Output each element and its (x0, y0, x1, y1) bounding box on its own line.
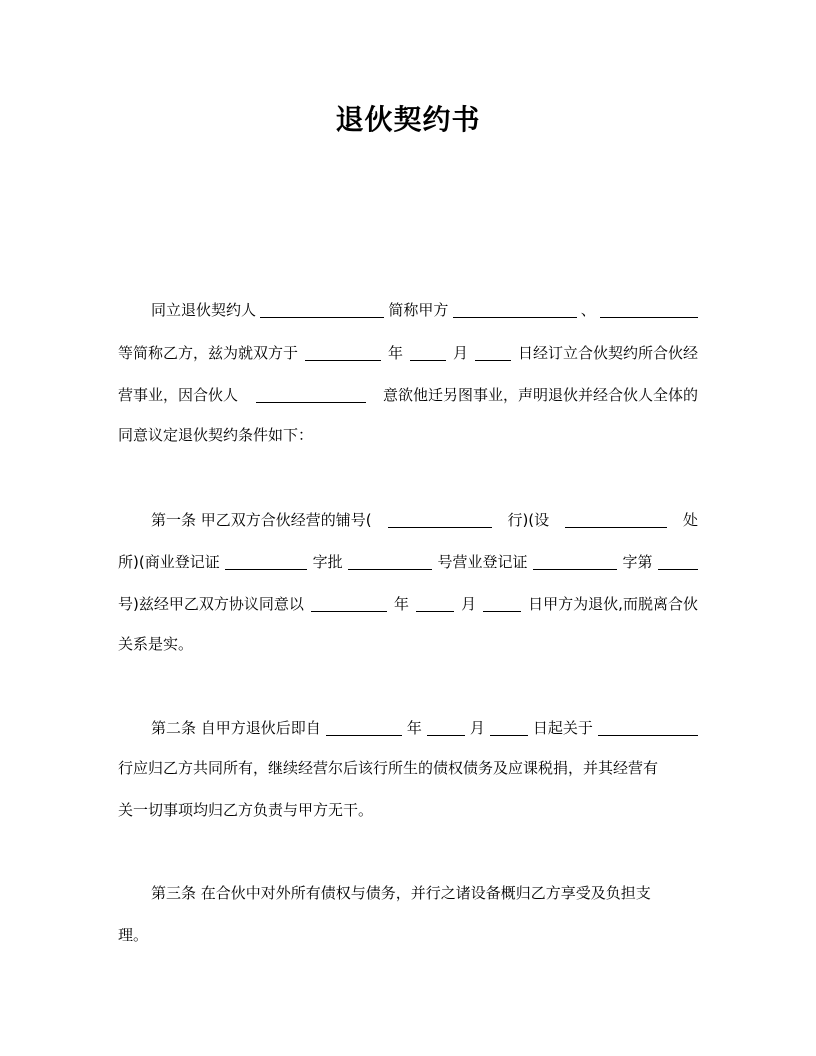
article1-text: 处 (682, 511, 698, 529)
preamble-line-4 (118, 425, 698, 447)
preamble-text: 同立退伙契约人 (151, 301, 257, 319)
blank-field (416, 595, 454, 612)
blank-field (598, 719, 698, 736)
blank-field (490, 719, 528, 736)
article3-text: 理。 (118, 926, 149, 944)
article2-text: 月 (469, 719, 485, 737)
article1-line-3 (118, 592, 698, 614)
blank-field (483, 595, 521, 612)
article1-text: 字第 (622, 553, 653, 571)
preamble-line-3 (118, 383, 698, 405)
blank-field (305, 344, 381, 361)
preamble-text: 意欲他迁另图事业，声明退伙并经合伙人全体的 (382, 386, 698, 404)
article1-line-2 (118, 550, 698, 572)
article2-text: 第二条 自甲方退伙后即自 (151, 719, 321, 737)
article1-text: 日甲方为退伙,而脱离合伙 (528, 595, 698, 613)
preamble-text: 简称甲方 (388, 301, 449, 319)
article2-line-2 (118, 758, 698, 780)
blank-field (565, 511, 667, 528)
preamble-text: 同意议定退伙契约条件如下： (118, 426, 314, 444)
article1-line-4 (118, 634, 698, 656)
blank-field (256, 386, 366, 403)
blank-field (225, 553, 307, 570)
blank-field (600, 301, 698, 318)
preamble-text: 、 (580, 301, 596, 319)
article1-text: 号营业登记证 (437, 553, 528, 571)
article1-text: 号)兹经甲乙双方协议同意以 (118, 595, 304, 613)
blank-field (658, 553, 698, 570)
preamble-text: 年 (387, 344, 403, 362)
article2-text: 行应归乙方共同所有，继续经营尔后该行所生的债权债务及应课税捐，并其经营有 (118, 759, 659, 777)
blank-field (427, 719, 465, 736)
blank-field (453, 301, 577, 318)
preamble-line-2 (118, 341, 698, 363)
blank-field (533, 553, 617, 570)
article2-text: 日起关于 (532, 719, 593, 737)
preamble-line-1 (118, 298, 698, 320)
article2-line-1 (118, 716, 698, 738)
blank-field (311, 595, 387, 612)
preamble-text: 营事业，因合伙人 (118, 386, 239, 404)
article1-text: 行)(设 (507, 511, 550, 529)
article1-text: 月 (461, 595, 477, 613)
blank-field (410, 344, 446, 361)
article1-line-1 (118, 508, 698, 530)
article1-text: 年 (393, 595, 409, 613)
blank-field (326, 719, 402, 736)
blank-field (260, 301, 384, 318)
article3-text: 第三条 在合伙中对外所有债权与债务，并行之诸设备概归乙方享受及负担支 (151, 884, 651, 902)
article3-line-1 (118, 883, 698, 905)
preamble-text: 月 (452, 344, 468, 362)
article1-text: 关系是实。 (118, 635, 194, 653)
article2-text: 年 (406, 719, 422, 737)
blank-field (475, 344, 511, 361)
blank-field (388, 511, 492, 528)
article2-line-3 (118, 800, 698, 822)
document-title: 退伙契约书 (335, 103, 481, 136)
preamble-text: 等简称乙方，兹为就双方于 (118, 344, 299, 362)
article2-text: 关一切事项均归乙方负责与甲方无干。 (118, 801, 374, 819)
article1-text: 第一条 甲乙双方合伙经营的铺号( (151, 511, 372, 529)
article3-line-2 (118, 925, 698, 947)
preamble-text: 日经订立合伙契约所合伙经 (517, 344, 698, 362)
blank-field (348, 553, 432, 570)
article1-text: 字批 (312, 553, 343, 571)
article1-text: 所)(商业登记证 (118, 553, 220, 571)
